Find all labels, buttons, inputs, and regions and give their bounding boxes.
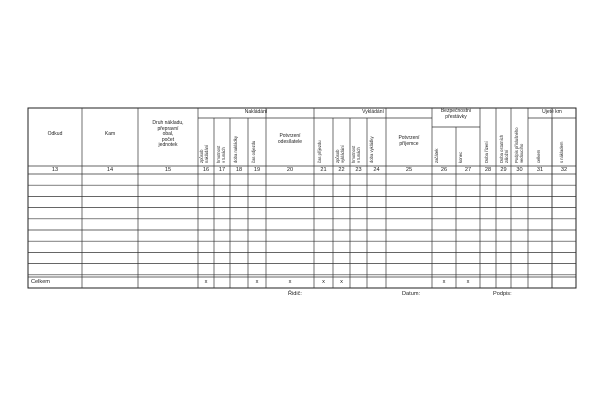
col-header-doba-rizeni: Doba řízení (484, 141, 489, 163)
col-header-celkem-km: celkem (536, 149, 541, 163)
totals-mark: x (322, 279, 325, 285)
group-ujete-km: Ujeté km (542, 109, 562, 115)
group-vykladani: Vykládání (362, 109, 384, 115)
col-header-zpusob-nakladani: způsob nakládání (199, 144, 209, 163)
group-bezpecnostni: Bezpečnostní přestávky (440, 108, 472, 120)
totals-mark: x (255, 279, 259, 285)
col-header-hmotnost-vykladani: hmotnost v tunách (351, 145, 361, 163)
col-header-potvrzeni-prijemce: Potvrzení příjemce (398, 135, 420, 147)
col-header-doba-nakladky: doba nakládky (233, 135, 238, 163)
column-number: 13 (51, 167, 59, 173)
column-number: 27 (464, 167, 472, 173)
data-row-lines (28, 185, 576, 277)
totals-label: Celkem (31, 279, 50, 285)
column-number: 15 (164, 167, 172, 173)
totals-mark: x (442, 279, 446, 285)
col-header-podpis-vedouciho: Podpis příslušného vedoucího (514, 127, 524, 163)
col-header-zpusob-vykladani: způsob vykládání (335, 145, 345, 163)
signature-ridic: Řidič: (288, 291, 302, 297)
col-header-odkud: Odkud (47, 131, 63, 137)
column-number: 26 (440, 167, 448, 173)
column-number: 21 (320, 167, 327, 173)
column-number: 22 (338, 167, 345, 173)
column-number: 18 (235, 167, 243, 173)
column-number: 17 (218, 167, 226, 173)
col-header-kam: Kam (104, 131, 116, 137)
totals-mark: x (288, 279, 292, 285)
column-number: 29 (500, 167, 507, 173)
column-number: 23 (355, 167, 362, 173)
col-header-doba-ostatnich: Doba ostatních záložní (499, 134, 509, 163)
col-header-konec: konec (458, 151, 463, 163)
group-nakladani: Nakládání (244, 109, 268, 115)
column-number: 14 (106, 167, 114, 173)
column-number: 25 (405, 167, 413, 173)
column-number: 32 (560, 167, 568, 173)
col-header-druh-nakladu: Druh nákladu, přepravní obal, počet jednotek (152, 120, 184, 149)
column-number: 16 (202, 167, 210, 173)
column-number: 19 (253, 167, 261, 173)
col-header-cas-odjezdu: čas odjezdu (251, 140, 256, 163)
totals-mark: x (204, 279, 208, 285)
col-header-cas-prijezdu: čas příjezdu (317, 140, 322, 163)
totals-mark: x (340, 279, 343, 285)
column-number: 31 (536, 167, 544, 173)
col-header-potvrzeni-odesilatele: Potvrzení odesílatele (277, 133, 303, 145)
column-number: 28 (484, 167, 492, 173)
column-number: 30 (516, 167, 523, 173)
col-header-doba-vykladky: doba vykládky (369, 136, 374, 163)
signature-podpis: Podpis: (493, 291, 512, 297)
signature-datum: Datum: (402, 291, 421, 297)
col-header-hmotnost-nakladani: hmotnost v tunách (216, 145, 226, 163)
col-header-zacatek: začátek (434, 148, 439, 163)
totals-mark: x (466, 279, 470, 285)
column-number: 24 (373, 167, 380, 173)
column-number: 20 (286, 167, 294, 173)
col-header-s-nakladem: s nákladem (559, 141, 564, 163)
